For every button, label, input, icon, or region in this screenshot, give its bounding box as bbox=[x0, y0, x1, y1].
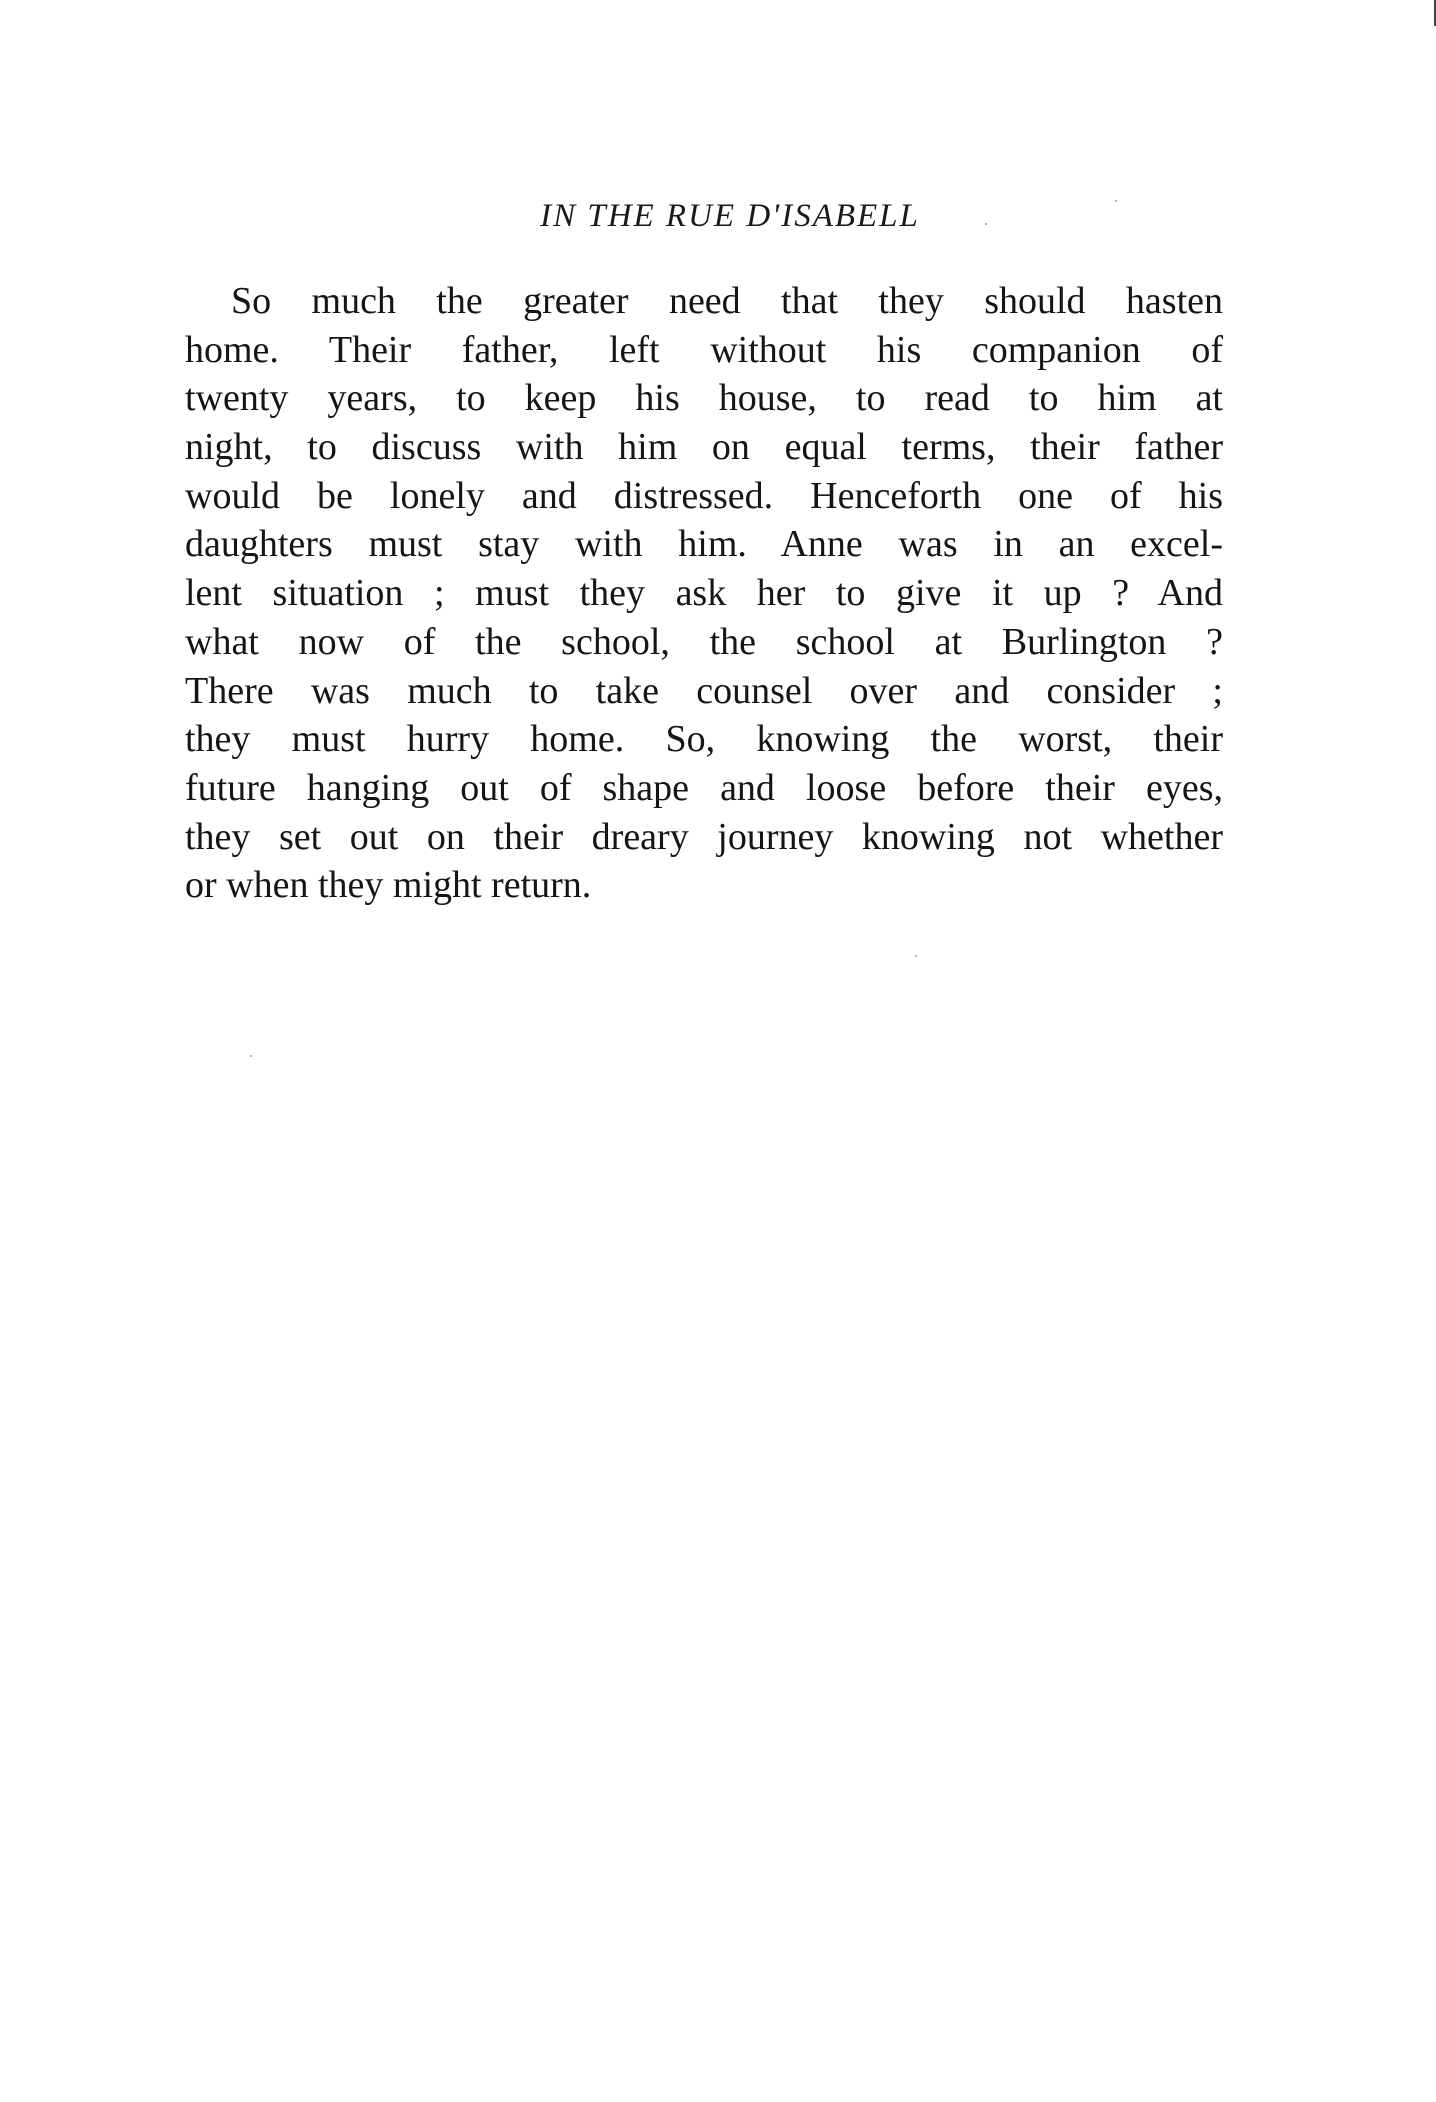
paragraph-line: would be lonely and distressed. Henceforth one of his bbox=[185, 474, 1223, 517]
paper-speck bbox=[1115, 200, 1117, 202]
paragraph-line: they set out on their dreary journey knowing not whether bbox=[185, 815, 1223, 858]
paragraph-line: future hanging out of shape and loose before their eyes, bbox=[185, 766, 1223, 809]
paper-speck bbox=[250, 1055, 252, 1057]
paragraph-line: they must hurry home. So, knowing the worst, their bbox=[185, 718, 1223, 761]
running-head-text: IN THE RUE D'ISABELL bbox=[540, 198, 920, 234]
paper-speck bbox=[915, 955, 917, 957]
paragraph-line: or when they might return. bbox=[185, 864, 592, 907]
running-head bbox=[0, 198, 1436, 235]
paragraph-line: home. Their father, left without his companion of bbox=[185, 328, 1223, 371]
paper-speck bbox=[985, 223, 987, 225]
body-paragraph bbox=[185, 277, 1223, 910]
paragraph-line: daughters must stay with him. Anne was in an excel- bbox=[185, 523, 1223, 566]
paragraph-line: There was much to take counsel over and consider ; bbox=[185, 669, 1223, 712]
paragraph-line: So much the greater need that they should hasten bbox=[231, 280, 1223, 322]
paragraph-line: lent situation ; must they ask her to give it up ? And bbox=[185, 572, 1223, 615]
paragraph-line: twenty years, to keep his house, to read to him at bbox=[185, 377, 1223, 420]
paragraph-line: what now of the school, the school at Burlington ? bbox=[185, 620, 1223, 663]
paragraph-line: night, to discuss with him on equal terms, their father bbox=[185, 426, 1223, 469]
